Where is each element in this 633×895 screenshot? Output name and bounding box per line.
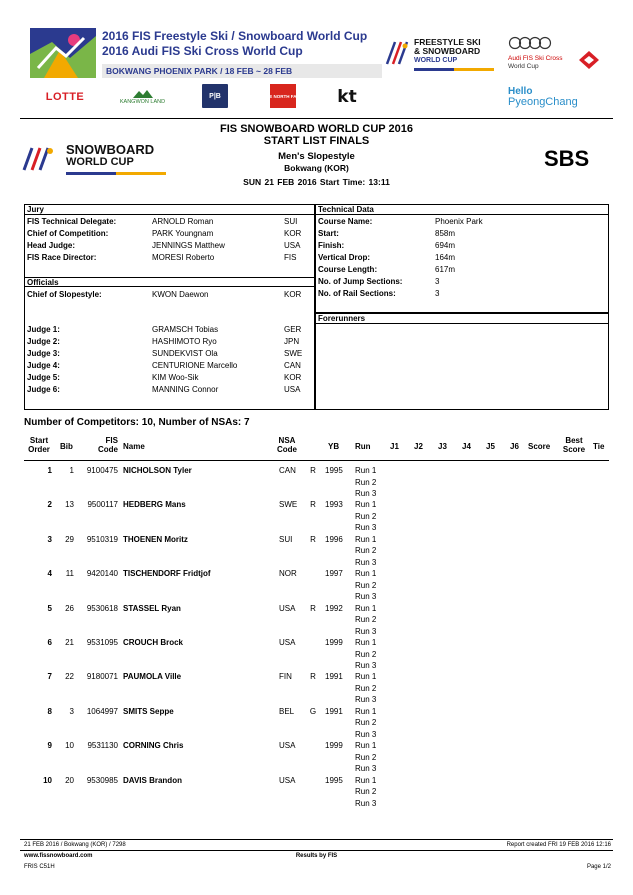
banner-title <box>102 29 367 59</box>
logo-world-cup-text: WORLD CUP <box>66 156 134 168</box>
audi-line2: World Cup <box>508 63 539 70</box>
run-label: Run 1 <box>355 638 377 647</box>
col-fis-code <box>92 436 118 454</box>
athlete-bib: 11 <box>65 569 74 579</box>
athlete-name: CORNING Chris <box>123 741 184 751</box>
col-nsa-code-line2: Code <box>277 445 297 454</box>
athlete-start-order: 2 <box>47 500 52 510</box>
athlete-year-of-birth: 1993 <box>325 500 343 510</box>
judge-name: HASHIMOTO Ryo <box>152 337 217 346</box>
judge-nsa: KOR <box>284 373 302 382</box>
run-label: Run 3 <box>355 626 377 636</box>
ski-cross-icon <box>578 50 600 70</box>
run-label: Run 2 <box>355 615 377 625</box>
athlete-fis-code: 1064997 <box>86 706 118 716</box>
athlete-start-order: 8 <box>47 706 52 716</box>
athlete-nsa: USA <box>279 775 296 785</box>
athlete-bib: 10 <box>65 741 74 751</box>
athlete-start-order: 7 <box>47 672 52 682</box>
athlete-runs <box>355 603 376 638</box>
run-label: Run 2 <box>355 683 377 693</box>
chief-slopestyle-nsa: KOR <box>284 290 302 299</box>
logo-snowboard-text: SNOWBOARD <box>66 142 155 157</box>
judge-name: CENTURIONE Marcello <box>152 361 238 370</box>
athlete-bib: 26 <box>65 603 74 613</box>
judge-nsa: USA <box>284 385 301 394</box>
jury-name: PARK Youngnam <box>152 229 214 238</box>
col-start-order-line1: Start <box>29 436 49 445</box>
hello-text: Hello <box>508 86 533 97</box>
athlete-name: SMITS Seppe <box>123 706 174 716</box>
judge-role: Judge 1: <box>27 325 60 334</box>
athlete-start-order: 10 <box>43 775 52 785</box>
athlete-bib: 29 <box>65 534 74 544</box>
athlete-start-order: 3 <box>47 534 52 544</box>
table-row <box>0 706 633 742</box>
col-j4: J4 <box>462 442 471 451</box>
col-tie: Tie <box>593 442 605 451</box>
athlete-stance: R <box>310 534 316 544</box>
athlete-fis-code: 9420140 <box>86 569 118 579</box>
col-bib: Bib <box>60 442 73 451</box>
judge-name: SUNDEKVIST Ola <box>152 349 218 358</box>
athlete-fis-code: 9500117 <box>87 500 118 510</box>
judge-name: MANNING Connor <box>152 385 219 394</box>
kangwon-mountain-icon <box>132 89 154 99</box>
fsws-line3: WORLD CUP <box>414 57 458 64</box>
athlete-name: TISCHENDORF Fridtjof <box>123 569 211 579</box>
col-yb: YB <box>328 442 340 451</box>
technical-label: No. of Jump Sections: <box>318 277 403 286</box>
athlete-nsa: USA <box>279 741 296 751</box>
footer-form-code: FRIS C51H <box>24 864 55 870</box>
jury-role: Head Judge: <box>27 241 76 250</box>
jury-role: Chief of Competition: <box>27 229 109 238</box>
jury-role: FIS Technical Delegate: <box>27 217 117 226</box>
technical-label: Course Length: <box>318 265 378 274</box>
athlete-year-of-birth: 1999 <box>325 741 343 751</box>
col-fis-code-line1: FIS <box>105 436 118 445</box>
athlete-stance: G <box>309 706 317 716</box>
run-label: Run 1 <box>355 706 377 716</box>
run-label: Run 2 <box>355 511 377 521</box>
run-label: Run 3 <box>355 592 377 602</box>
athlete-runs <box>355 534 376 569</box>
run-label: Run 3 <box>355 523 377 533</box>
athlete-fis-code: 9100475 <box>86 466 118 475</box>
technical-value: 694m <box>435 241 456 250</box>
athlete-stance: R <box>310 500 316 510</box>
chief-slopestyle-name: KWON Daewon <box>152 290 209 299</box>
technical-value: 164m <box>435 253 456 262</box>
footer-divider-mid <box>20 850 613 851</box>
col-start-order <box>24 436 54 454</box>
sponsor-strip <box>30 84 605 110</box>
lotte-logo: LOTTE <box>45 91 85 103</box>
footer-page-number: Page 1/2 <box>586 864 611 870</box>
judge-nsa: SWE <box>284 349 303 358</box>
run-label: Run 3 <box>355 557 377 567</box>
athlete-stance: R <box>310 672 316 682</box>
athlete-runs <box>355 499 376 534</box>
athlete-runs <box>355 568 376 603</box>
judge-role: Judge 4: <box>27 361 60 370</box>
athlete-bib: 22 <box>65 672 74 682</box>
col-best-score-line1: Best <box>565 436 583 445</box>
judge-role: Judge 2: <box>27 337 60 346</box>
kangwon-land-logo <box>115 84 170 110</box>
table-row <box>0 740 633 776</box>
run-label: Run 2 <box>355 718 377 728</box>
judge-role: Judge 6: <box>27 385 60 394</box>
athlete-start-order: 1 <box>47 466 52 475</box>
technical-label: Vertical Drop: <box>318 253 371 262</box>
athlete-year-of-birth: 1995 <box>325 466 343 475</box>
jury-name: MORESI Roberto <box>152 253 215 262</box>
table-row <box>0 499 633 535</box>
athlete-start-order: 5 <box>47 603 52 613</box>
col-j3: J3 <box>438 442 447 451</box>
event-date-time: SUN 21 FEB 2016 Start Time: 13:11 <box>243 177 390 187</box>
run-label: Run 3 <box>355 661 377 670</box>
table-row <box>0 465 633 501</box>
table-row <box>0 568 633 604</box>
run-label: Run 2 <box>355 787 377 797</box>
header-divider <box>20 118 613 119</box>
kangwon-land-text: KANGWON LAND <box>119 99 166 105</box>
banner-title-line1: 2016 FIS Freestyle Ski / Snowboard World Cup <box>102 29 368 43</box>
technical-data-box <box>315 204 609 313</box>
table-row <box>0 603 633 639</box>
technical-value: 3 <box>435 277 440 286</box>
athlete-nsa: FIN <box>279 672 292 682</box>
col-start-order-line2: Order <box>28 445 50 454</box>
athlete-year-of-birth: 1996 <box>325 534 343 544</box>
run-label: Run 3 <box>355 489 377 498</box>
run-label: Run 1 <box>355 466 377 475</box>
technical-label: Finish: <box>318 241 345 250</box>
discipline-code: SBS <box>544 146 590 171</box>
col-score: Score <box>528 442 551 451</box>
col-nsa-code-line1: NSA <box>278 436 296 445</box>
phoenix-park-logo: P|B <box>202 84 228 108</box>
col-j2: J2 <box>414 442 423 451</box>
col-best-score <box>560 436 588 454</box>
fsws-line2: & SNOWBOARD <box>414 46 481 56</box>
technical-value: 617m <box>435 265 456 274</box>
athlete-stance: R <box>310 466 316 475</box>
jury-officials-box <box>24 204 315 410</box>
event-subtitle: START LIST FINALS <box>263 135 370 147</box>
pyeongchang-text: PyeongChang <box>508 96 578 108</box>
footer-results-by: Results by FIS <box>295 853 338 859</box>
athlete-runs <box>355 671 376 706</box>
col-j5: J5 <box>486 442 495 451</box>
run-label: Run 1 <box>355 500 377 510</box>
judge-name: KIM Woo-Sik <box>152 373 199 382</box>
athlete-year-of-birth: 1999 <box>325 638 343 647</box>
col-nsa-code <box>274 436 300 454</box>
footer-date-ref: 21 FEB 2016 / Bokwang (KOR) / 7298 <box>24 842 126 848</box>
run-label: Run 2 <box>355 477 377 487</box>
col-name: Name <box>123 442 145 451</box>
athlete-runs <box>355 637 376 672</box>
athlete-fis-code: 9510319 <box>86 534 118 544</box>
event-title: FIS SNOWBOARD WORLD CUP 2016 <box>220 123 413 135</box>
footer-divider-top <box>20 839 613 840</box>
athlete-bib: 20 <box>65 775 74 785</box>
run-label: Run 1 <box>355 534 377 544</box>
judge-nsa: GER <box>284 325 302 334</box>
athlete-runs <box>355 775 376 810</box>
officials-title: Officials <box>25 277 314 287</box>
run-label: Run 3 <box>355 695 377 705</box>
athlete-bib: 1 <box>69 466 74 475</box>
table-row <box>0 637 633 673</box>
run-label: Run 1 <box>355 603 377 613</box>
athlete-name: THOENEN Moritz <box>123 534 188 544</box>
judge-role: Judge 3: <box>27 349 60 358</box>
athlete-stance: R <box>310 603 316 613</box>
athlete-year-of-birth: 1995 <box>325 775 343 785</box>
run-label: Run 2 <box>355 580 377 590</box>
run-label: Run 2 <box>355 546 377 556</box>
athlete-start-order: 6 <box>47 638 52 647</box>
the-north-face-logo: THE NORTH FACE <box>270 84 296 108</box>
col-fis-code-line2: Code <box>98 445 118 454</box>
forerunners-box <box>315 313 609 410</box>
audi-ski-cross-text <box>508 55 563 71</box>
run-label: Run 3 <box>355 798 377 808</box>
athlete-runs <box>355 465 376 500</box>
table-row <box>0 534 633 570</box>
jury-name: ARNOLD Roman <box>152 217 214 226</box>
run-label: Run 2 <box>355 649 377 659</box>
banner-venue-dates: BOKWANG PHOENIX PARK / 18 FEB ~ 28 FEB <box>102 64 382 78</box>
athlete-runs <box>355 740 376 775</box>
col-run: Run <box>355 442 371 451</box>
fis-logo-icon <box>383 38 411 68</box>
table-row <box>0 775 633 811</box>
athlete-nsa: BEL <box>279 706 295 716</box>
athlete-name: PAUMOLA Ville <box>123 672 182 682</box>
athlete-nsa: CAN <box>279 466 296 475</box>
athlete-runs <box>355 706 376 741</box>
athlete-year-of-birth: 1992 <box>325 603 343 613</box>
table-row <box>0 671 633 707</box>
athlete-nsa: USA <box>279 638 296 647</box>
athlete-start-order: 9 <box>47 741 52 751</box>
start-list-header-rule <box>24 460 609 461</box>
forerunners-title: Forerunners <box>316 314 608 324</box>
banner-title-line2: 2016 Audi FIS Ski Cross World Cup <box>102 44 303 58</box>
jury-nsa: USA <box>284 241 301 250</box>
fsws-line1: FREESTYLE SKI <box>414 37 481 47</box>
athlete-name: NICHOLSON Tyler <box>123 466 192 475</box>
judge-role: Judge 5: <box>27 373 60 382</box>
jury-nsa: SUI <box>284 217 298 226</box>
chief-slopestyle-role: Chief of Slopestyle: <box>27 290 102 299</box>
run-label: Run 2 <box>355 752 377 762</box>
athlete-fis-code: 9530618 <box>86 603 118 613</box>
jury-title: Jury <box>25 205 314 215</box>
col-j6: J6 <box>510 442 519 451</box>
athlete-name: DAVIS Brandon <box>123 775 182 785</box>
athlete-nsa: SUI <box>279 534 293 544</box>
technical-value: Phoenix Park <box>435 217 483 226</box>
technical-label: Course Name: <box>318 217 373 226</box>
athlete-bib: 3 <box>69 706 74 716</box>
athlete-name: HEDBERG Mans <box>123 500 186 510</box>
athlete-start-order: 4 <box>47 569 52 579</box>
judge-name: GRAMSCH Tobias <box>152 325 219 334</box>
athlete-fis-code: 9180071 <box>86 672 118 682</box>
run-label: Run 1 <box>355 741 377 751</box>
technical-value: 3 <box>435 289 440 298</box>
col-j1: J1 <box>390 442 399 451</box>
audi-line1: Audi FIS Ski Cross <box>508 55 563 62</box>
fsws-color-bar <box>414 68 494 71</box>
jury-name: JENNINGS Matthew <box>152 241 225 250</box>
athlete-bib: 21 <box>65 638 74 647</box>
run-label: Run 1 <box>355 569 377 579</box>
athlete-fis-code: 9530985 <box>86 775 118 785</box>
event-discipline: Men's Slopestyle <box>278 151 355 162</box>
event-title-block <box>0 123 633 188</box>
athlete-year-of-birth: 1991 <box>325 706 343 716</box>
athlete-year-of-birth: 1991 <box>325 672 343 682</box>
col-best-score-line2: Score <box>562 445 586 454</box>
jury-role: FIS Race Director: <box>27 253 97 262</box>
judge-nsa: CAN <box>284 361 301 370</box>
athlete-year-of-birth: 1997 <box>325 569 343 579</box>
audi-rings-icon <box>508 36 552 50</box>
athlete-nsa: NOR <box>279 569 297 579</box>
athlete-nsa: USA <box>279 603 296 613</box>
footer-url[interactable]: www.fissnowboard.com <box>24 853 93 859</box>
technical-label: Start: <box>318 229 339 238</box>
athlete-name: STASSEL Ryan <box>123 603 181 613</box>
jury-nsa: KOR <box>284 229 302 238</box>
hello-pyeongchang-logo <box>508 84 602 110</box>
technical-value: 858m <box>435 229 456 238</box>
freestyle-skier-logo <box>30 28 96 78</box>
technical-data-title: Technical Data <box>316 205 608 215</box>
kt-logo: kt <box>337 87 357 107</box>
event-location: Bokwang (KOR) <box>284 163 349 173</box>
athlete-fis-code: 9531095 <box>86 638 118 647</box>
event-banner <box>30 28 605 80</box>
run-label: Run 3 <box>355 764 377 774</box>
footer-report-created: Report created FRI 19 FEB 2016 12:16 <box>506 842 611 848</box>
fsws-logo-text <box>414 38 481 65</box>
athlete-name: CROUCH Brock <box>123 638 184 647</box>
athlete-nsa: SWE <box>279 500 298 510</box>
technical-label: No. of Rail Sections: <box>318 289 396 298</box>
run-label: Run 3 <box>355 729 377 739</box>
athlete-fis-code: 9531130 <box>87 741 118 751</box>
athlete-bib: 13 <box>65 500 74 510</box>
jury-nsa: FIS <box>284 253 297 262</box>
competitors-summary: Number of Competitors: 10, Number of NSAs: 7 <box>24 417 250 428</box>
run-label: Run 1 <box>355 672 377 682</box>
run-label: Run 1 <box>355 775 377 785</box>
judge-nsa: JPN <box>284 337 300 346</box>
